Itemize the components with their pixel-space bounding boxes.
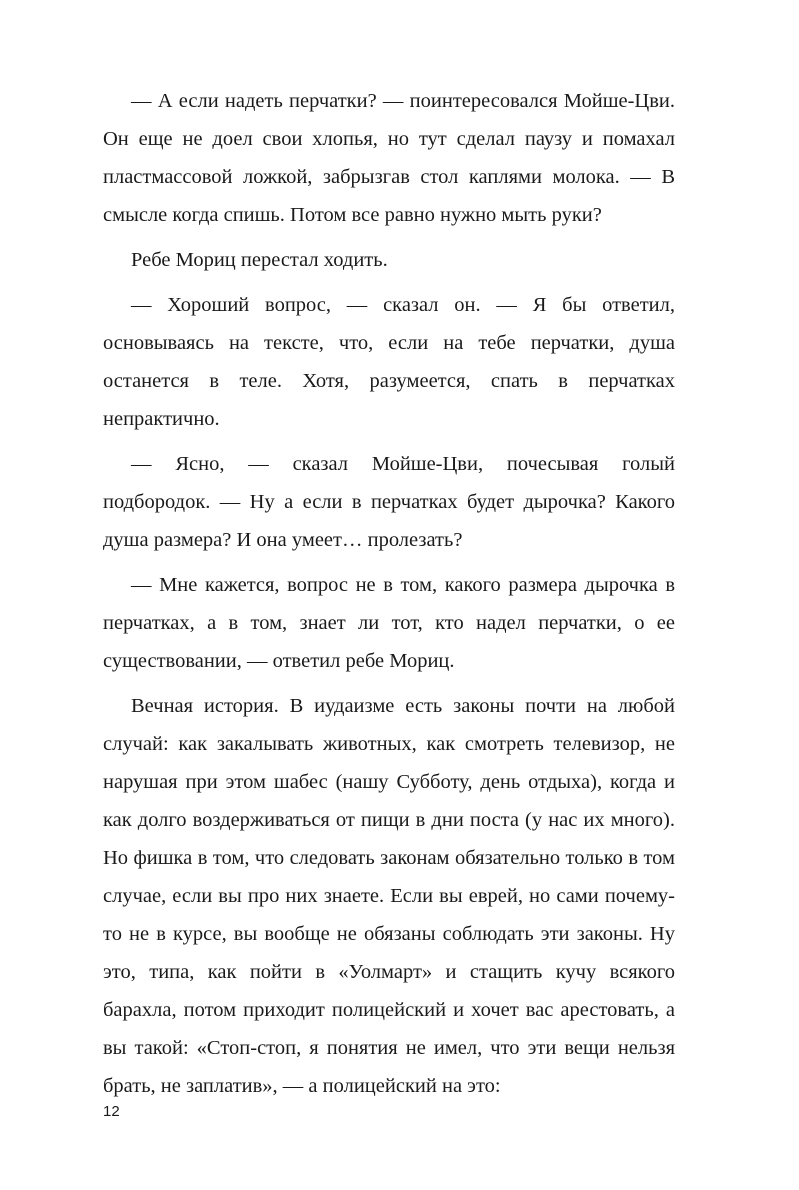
page-number: 12 [103, 1103, 120, 1120]
paragraph-5: — Мне кажется, вопрос не в том, какого размера дырочка в перчатках, а в том, знает ли тот, кто надел перчатки, о ее существовании, — ответил ребе Мориц. [103, 574, 675, 672]
page-body [103, 82, 675, 1112]
paragraph-1: — А если надеть перчатки? — поинтересовался Мойше-Цви. Он еще не доел свои хлопья, но тут сделал паузу и помахал пластмассовой ложкой, забрызгав стол каплями молока. — В смысле когда спишь. Потом все равно нужно мыть руки? [103, 90, 675, 226]
paragraph-3: — Хороший вопрос, — сказал он. — Я бы ответил, основываясь на тексте, что, если на тебе перчатки, душа останется в теле. Хотя, разумеется, спать в перчатках непрактично. [103, 294, 675, 430]
paragraph-6: Вечная история. В иудаизме есть законы почти на любой случай: как закалывать животных, как смотреть телевизор, не нарушая при этом шабес (нашу Субботу, день отдыха), когда и как долго воздерживаться от пищи в дни поста (у нас их много). Но фишка в том, что следовать законам обязательно только в том случае, если вы про них знаете. Если вы еврей, но сами почему-то не в курсе, вы вообще не обязаны соблюдать эти законы. Ну это, типа, как пойти в «Уолмарт» и стащить кучу всякого барахла, потом приходит полицейский и хочет вас арестовать, а вы такой: «Стоп-стоп, я понятия не имел, что эти вещи нельзя брать, не заплатив», — а полицейский на это: [103, 695, 675, 1097]
paragraph-2: Ребе Мориц перестал ходить. [131, 249, 388, 271]
paragraph-4: — Ясно, — сказал Мойше-Цви, почесывая голый подбородок. — Ну а если в перчатках будет дырочка? Какого душа размера? И она умеет… пролезать? [103, 453, 675, 551]
